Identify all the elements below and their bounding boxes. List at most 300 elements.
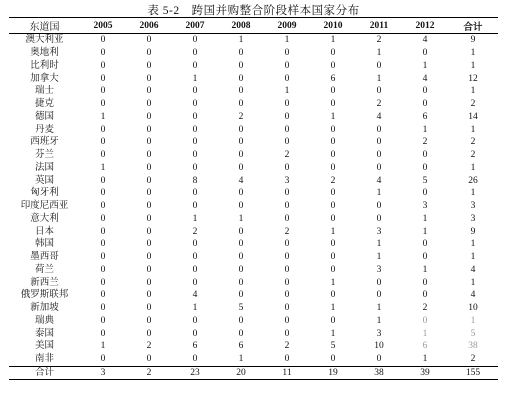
total-count-cell: 39: [402, 366, 448, 380]
count-cell: 0: [376, 162, 382, 173]
count-cell: 0: [330, 150, 336, 161]
count-cell: 1: [422, 328, 428, 339]
count-cell: 0: [192, 277, 198, 288]
table-row: [9, 98, 498, 111]
count-cell: 1: [422, 264, 428, 275]
count-cell: 0: [192, 252, 198, 263]
table-row: [9, 213, 498, 226]
count-cell: 1: [330, 303, 336, 314]
count-cell: 2: [470, 150, 476, 161]
count-cell: 0: [422, 277, 428, 288]
count-cell: 1: [470, 277, 476, 288]
count-cell: 0: [330, 213, 336, 224]
count-cell: 0: [376, 213, 382, 224]
count-cell: 9: [470, 35, 476, 46]
count-cell: 0: [146, 315, 152, 326]
count-cell: 1: [470, 252, 476, 263]
column-header-2008: 2008: [218, 18, 264, 34]
count-cell: 1: [470, 188, 476, 199]
count-cell: 1: [100, 111, 106, 122]
count-cell: 0: [376, 137, 382, 148]
column-header-2012: 2012: [402, 18, 448, 34]
count-cell: 1: [192, 303, 198, 314]
count-cell: 0: [192, 328, 198, 339]
count-cell: 0: [238, 48, 244, 59]
table-row: [9, 60, 498, 73]
count-cell: 0: [238, 315, 244, 326]
count-cell: 0: [100, 124, 106, 135]
count-cell: 0: [146, 73, 152, 84]
count-cell: 0: [192, 48, 198, 59]
count-cell: 0: [192, 99, 198, 110]
count-cell: 0: [100, 201, 106, 212]
count-cell: 1: [192, 213, 198, 224]
count-cell: 0: [192, 201, 198, 212]
count-cell: 0: [284, 111, 290, 122]
count-cell: 10: [374, 341, 384, 352]
table-body: [9, 34, 498, 380]
count-cell: 1: [330, 226, 336, 237]
count-cell: 0: [238, 290, 244, 301]
count-cell: 0: [238, 60, 244, 71]
count-cell: 0: [192, 35, 198, 46]
count-cell: 0: [192, 124, 198, 135]
count-cell: 0: [192, 264, 198, 275]
count-cell: 0: [100, 226, 106, 237]
count-cell: 6: [422, 111, 428, 122]
count-cell: 3: [470, 213, 476, 224]
count-cell: 10: [468, 303, 478, 314]
table-row: [9, 123, 498, 136]
count-cell: 0: [284, 124, 290, 135]
count-cell: 9: [470, 226, 476, 237]
count-cell: 3: [376, 226, 382, 237]
count-cell: 0: [284, 73, 290, 84]
count-cell: 0: [376, 86, 382, 97]
count-cell: 0: [330, 124, 336, 135]
count-cell: 0: [146, 188, 152, 199]
count-cell: 1: [330, 35, 336, 46]
count-cell: 2: [146, 341, 152, 352]
count-cell: 1: [470, 315, 476, 326]
count-cell: 0: [192, 162, 198, 173]
table-row: [9, 72, 498, 85]
count-cell: 2: [284, 150, 290, 161]
count-cell: 0: [146, 99, 152, 110]
count-cell: 0: [146, 201, 152, 212]
count-cell: 26: [468, 175, 478, 186]
table-caption: [0, 2, 507, 18]
count-cell: 0: [422, 99, 428, 110]
country-name-cell: 新加坡: [30, 302, 59, 314]
table-row: [9, 187, 498, 200]
count-cell: 0: [100, 239, 106, 250]
count-cell: 0: [146, 137, 152, 148]
count-cell: 0: [146, 48, 152, 59]
count-cell: 0: [330, 239, 336, 250]
count-cell: 0: [330, 290, 336, 301]
count-cell: 1: [100, 341, 106, 352]
count-cell: 0: [422, 315, 428, 326]
count-cell: 1: [376, 315, 382, 326]
count-cell: 14: [468, 111, 478, 122]
count-cell: 1: [192, 73, 198, 84]
count-cell: 0: [146, 150, 152, 161]
country-name-cell: 捷克: [34, 98, 54, 110]
count-cell: 4: [376, 111, 382, 122]
country-name-cell: 南非: [34, 353, 54, 365]
count-cell: 1: [470, 162, 476, 173]
table-row: [9, 149, 498, 162]
count-cell: 0: [330, 354, 336, 365]
table-row: [9, 340, 498, 353]
count-cell: 0: [100, 60, 106, 71]
table-row: [9, 315, 498, 328]
count-cell: 0: [422, 162, 428, 173]
count-cell: 1: [376, 48, 382, 59]
count-cell: 3: [284, 175, 290, 186]
count-cell: 0: [238, 137, 244, 148]
count-cell: 0: [146, 328, 152, 339]
count-cell: 0: [284, 328, 290, 339]
count-cell: 4: [422, 73, 428, 84]
count-cell: 0: [238, 239, 244, 250]
count-cell: 5: [422, 175, 428, 186]
count-cell: 0: [330, 162, 336, 173]
count-cell: 0: [146, 35, 152, 46]
total-label-cell: 合计: [9, 366, 80, 380]
count-cell: 0: [238, 124, 244, 135]
count-cell: 0: [422, 150, 428, 161]
count-cell: 0: [146, 162, 152, 173]
count-cell: 0: [238, 264, 244, 275]
count-cell: 1: [470, 124, 476, 135]
column-header-2009: 2009: [264, 18, 310, 34]
column-header-2006: 2006: [126, 18, 172, 34]
count-cell: 0: [100, 175, 106, 186]
count-cell: 0: [146, 60, 152, 71]
count-cell: 0: [100, 86, 106, 97]
count-cell: 0: [100, 73, 106, 84]
count-cell: 0: [100, 290, 106, 301]
column-header-country: 东道国: [9, 18, 80, 34]
table-row: [9, 238, 498, 251]
count-cell: 0: [284, 213, 290, 224]
count-cell: 1: [238, 213, 244, 224]
count-cell: 0: [284, 264, 290, 275]
count-cell: 38: [468, 341, 478, 352]
count-cell: 1: [422, 354, 428, 365]
count-cell: 0: [422, 252, 428, 263]
count-cell: 4: [192, 290, 198, 301]
country-name-cell: 瑞士: [34, 85, 54, 97]
count-cell: 3: [376, 264, 382, 275]
count-cell: 0: [422, 48, 428, 59]
count-cell: 0: [422, 290, 428, 301]
count-cell: 4: [238, 175, 244, 186]
count-cell: 0: [376, 60, 382, 71]
country-name-cell: 西班牙: [30, 136, 59, 148]
count-cell: 1: [330, 328, 336, 339]
count-cell: 0: [100, 315, 106, 326]
count-cell: 6: [238, 341, 244, 352]
count-cell: 0: [284, 315, 290, 326]
header-row: [9, 18, 498, 34]
count-cell: 0: [146, 213, 152, 224]
count-cell: 0: [238, 226, 244, 237]
count-cell: 0: [284, 188, 290, 199]
country-name-cell: 美国: [34, 340, 54, 352]
distribution-table: [9, 17, 498, 380]
count-cell: 0: [192, 239, 198, 250]
count-cell: 0: [192, 150, 198, 161]
count-cell: 2: [284, 341, 290, 352]
count-cell: 3: [422, 201, 428, 212]
table-row: [9, 251, 498, 264]
count-cell: 4: [422, 35, 428, 46]
country-name-cell: 印度尼西亚: [20, 200, 69, 212]
count-cell: 0: [238, 188, 244, 199]
table-row: [9, 162, 498, 175]
table-row: [9, 200, 498, 213]
count-cell: 0: [100, 137, 106, 148]
table-title: 跨国并购整合阶段样本国家分布: [191, 3, 360, 17]
count-cell: 1: [376, 73, 382, 84]
count-cell: 0: [238, 99, 244, 110]
country-name-cell: 澳大利亚: [25, 34, 64, 46]
column-header-total: 合计: [448, 18, 498, 34]
count-cell: 2: [192, 226, 198, 237]
count-cell: 1: [376, 239, 382, 250]
total-count-cell: 2: [126, 366, 172, 380]
count-cell: 0: [238, 73, 244, 84]
count-cell: 1: [422, 124, 428, 135]
count-cell: 0: [146, 124, 152, 135]
country-name-cell: 日本: [34, 225, 54, 237]
count-cell: 2: [470, 137, 476, 148]
table-row: [9, 353, 498, 366]
count-cell: 0: [100, 48, 106, 59]
count-cell: 0: [284, 239, 290, 250]
count-cell: 2: [376, 35, 382, 46]
country-name-cell: 泰国: [34, 327, 54, 339]
count-cell: 0: [146, 175, 152, 186]
count-cell: 0: [100, 264, 106, 275]
count-cell: 0: [422, 188, 428, 199]
count-cell: 1: [422, 60, 428, 71]
table-row: [9, 327, 498, 340]
table-row: [9, 289, 498, 302]
count-cell: 0: [376, 277, 382, 288]
count-cell: 0: [284, 252, 290, 263]
count-cell: 1: [422, 226, 428, 237]
count-cell: 0: [238, 277, 244, 288]
count-cell: 0: [238, 162, 244, 173]
count-cell: 2: [422, 137, 428, 148]
table-row: [9, 174, 498, 187]
count-cell: 0: [100, 252, 106, 263]
column-header-2010: 2010: [310, 18, 356, 34]
table-row: [9, 136, 498, 149]
count-cell: 5: [470, 328, 476, 339]
count-cell: 0: [238, 328, 244, 339]
count-cell: 0: [146, 290, 152, 301]
count-cell: 0: [146, 86, 152, 97]
count-cell: 0: [192, 86, 198, 97]
country-name-cell: 俄罗斯联邦: [20, 289, 69, 301]
count-cell: 2: [470, 354, 476, 365]
count-cell: 0: [192, 188, 198, 199]
count-cell: 0: [376, 124, 382, 135]
count-cell: 0: [284, 201, 290, 212]
country-name-cell: 法国: [34, 161, 54, 173]
count-cell: 0: [330, 60, 336, 71]
table-number: 表 5-2: [147, 5, 180, 17]
count-cell: 0: [100, 354, 106, 365]
country-name-cell: 墨西哥: [30, 251, 59, 263]
total-row: [9, 366, 498, 380]
count-cell: 0: [284, 354, 290, 365]
count-cell: 0: [284, 290, 290, 301]
table-row: [9, 276, 498, 289]
count-cell: 3: [470, 201, 476, 212]
count-cell: 0: [146, 226, 152, 237]
table-row: [9, 264, 498, 277]
count-cell: 0: [330, 188, 336, 199]
country-name-cell: 丹麦: [34, 123, 54, 135]
count-cell: 2: [470, 99, 476, 110]
count-cell: 0: [238, 150, 244, 161]
count-cell: 0: [146, 277, 152, 288]
count-cell: 0: [146, 354, 152, 365]
count-cell: 1: [470, 239, 476, 250]
count-cell: 1: [284, 35, 290, 46]
country-name-cell: 荷兰: [34, 263, 54, 275]
count-cell: 2: [238, 111, 244, 122]
count-cell: 0: [330, 137, 336, 148]
count-cell: 0: [422, 86, 428, 97]
count-cell: 0: [100, 150, 106, 161]
count-cell: 1: [376, 303, 382, 314]
count-cell: 5: [330, 341, 336, 352]
count-cell: 0: [146, 264, 152, 275]
count-cell: 1: [238, 35, 244, 46]
total-count-cell: 23: [172, 366, 218, 380]
table-row: [9, 85, 498, 98]
country-name-cell: 英国: [34, 174, 54, 186]
count-cell: 0: [284, 48, 290, 59]
count-cell: 0: [238, 86, 244, 97]
table-row: [9, 34, 498, 47]
count-cell: 3: [376, 328, 382, 339]
count-cell: 6: [422, 341, 428, 352]
count-cell: 8: [192, 175, 198, 186]
count-cell: 0: [330, 252, 336, 263]
count-cell: 1: [470, 60, 476, 71]
count-cell: 0: [284, 303, 290, 314]
count-cell: 0: [284, 277, 290, 288]
count-cell: 0: [192, 315, 198, 326]
count-cell: 0: [192, 60, 198, 71]
count-cell: 0: [330, 264, 336, 275]
count-cell: 1: [470, 48, 476, 59]
table-row: [9, 47, 498, 60]
country-name-cell: 奥地利: [30, 47, 59, 59]
total-count-cell: 20: [218, 366, 264, 380]
table-row: [9, 225, 498, 238]
count-cell: 0: [238, 201, 244, 212]
count-cell: 0: [100, 35, 106, 46]
table-row: [9, 111, 498, 124]
count-cell: 0: [376, 150, 382, 161]
count-cell: 0: [284, 60, 290, 71]
count-cell: 0: [192, 354, 198, 365]
count-cell: 0: [192, 137, 198, 148]
count-cell: 1: [330, 111, 336, 122]
total-count-cell: 3: [80, 366, 126, 380]
count-cell: 0: [192, 111, 198, 122]
country-name-cell: 匈牙利: [30, 187, 59, 199]
count-cell: 1: [376, 252, 382, 263]
column-header-2007: 2007: [172, 18, 218, 34]
count-cell: 0: [376, 354, 382, 365]
total-count-cell: 11: [264, 366, 310, 380]
count-cell: 4: [470, 264, 476, 275]
count-cell: 1: [238, 354, 244, 365]
count-cell: 0: [100, 277, 106, 288]
count-cell: 0: [146, 252, 152, 263]
count-cell: 6: [330, 73, 336, 84]
count-cell: 12: [468, 73, 478, 84]
column-header-2011: 2011: [356, 18, 402, 34]
count-cell: 0: [100, 188, 106, 199]
country-name-cell: 比利时: [30, 59, 59, 71]
count-cell: 0: [100, 213, 106, 224]
count-cell: 0: [146, 111, 152, 122]
country-name-cell: 意大利: [30, 212, 59, 224]
country-name-cell: 芬兰: [34, 149, 54, 161]
total-count-cell: 155: [448, 366, 498, 380]
country-name-cell: 韩国: [34, 238, 54, 250]
count-cell: 0: [330, 48, 336, 59]
count-cell: 4: [470, 290, 476, 301]
count-cell: 0: [376, 201, 382, 212]
count-cell: 0: [100, 328, 106, 339]
count-cell: 0: [146, 303, 152, 314]
table-row: [9, 302, 498, 315]
count-cell: 1: [100, 162, 106, 173]
country-name-cell: 瑞典: [34, 314, 54, 326]
count-cell: 0: [330, 86, 336, 97]
count-cell: 2: [422, 303, 428, 314]
count-cell: 2: [376, 99, 382, 110]
count-cell: 1: [330, 277, 336, 288]
count-cell: 0: [100, 303, 106, 314]
count-cell: 1: [376, 188, 382, 199]
count-cell: 0: [100, 99, 106, 110]
count-cell: 0: [330, 315, 336, 326]
country-name-cell: 德国: [34, 110, 54, 122]
country-name-cell: 加拿大: [30, 72, 59, 84]
count-cell: 0: [238, 252, 244, 263]
count-cell: 5: [238, 303, 244, 314]
country-name-cell: 新西兰: [30, 276, 59, 288]
total-count-cell: 38: [356, 366, 402, 380]
count-cell: 4: [376, 175, 382, 186]
count-cell: 0: [284, 162, 290, 173]
total-count-cell: 19: [310, 366, 356, 380]
count-cell: 1: [284, 86, 290, 97]
